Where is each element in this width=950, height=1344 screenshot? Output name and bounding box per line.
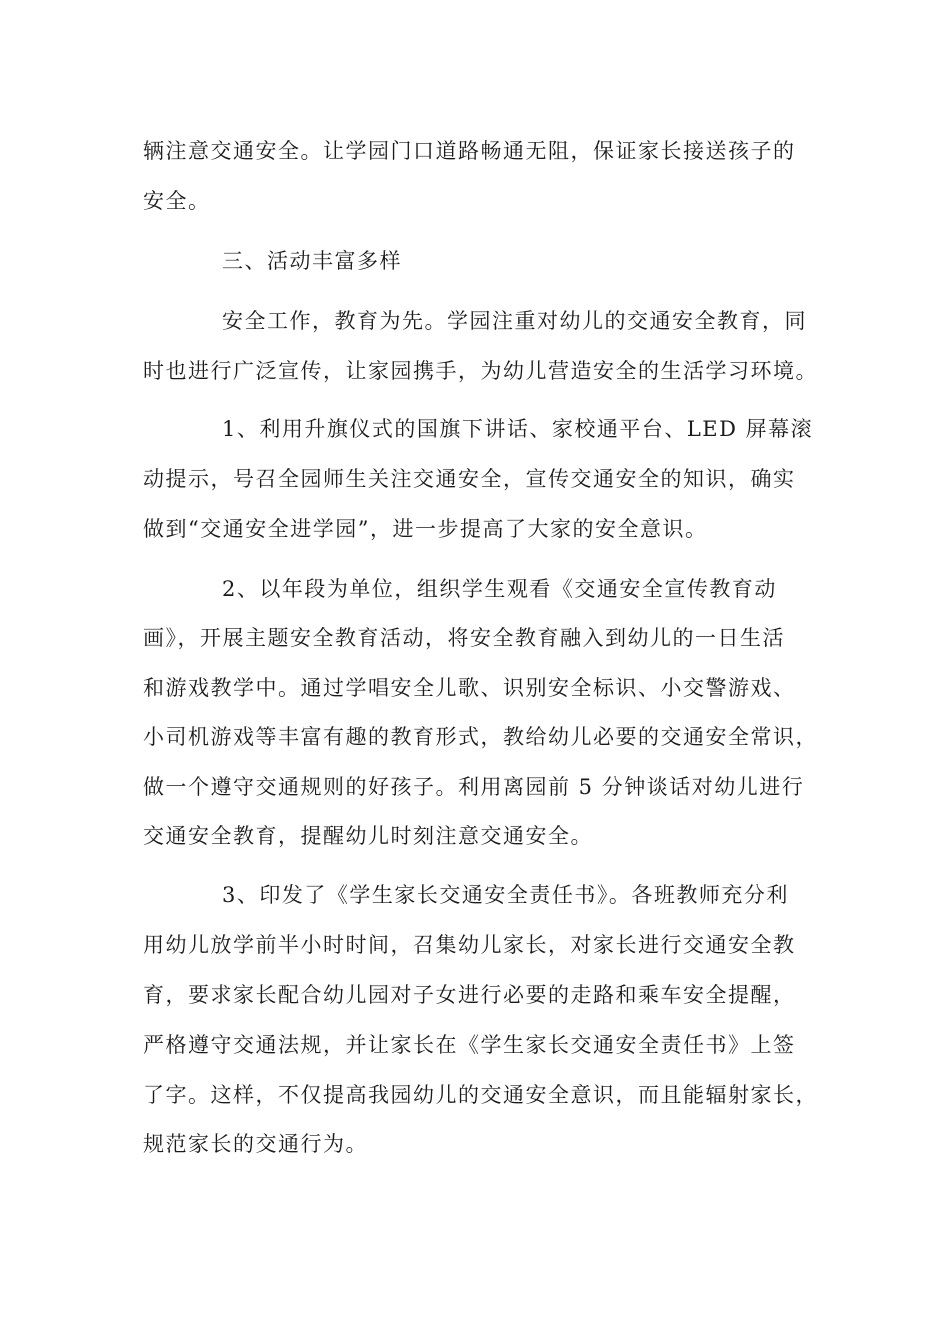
text-line: 画》，开展主题安全教育活动，将安全教育融入到幼儿的一日生活 xyxy=(143,626,785,650)
text-line: 3、印发了《学生家长交通安全责任书》。各班教师充分利 xyxy=(222,883,789,907)
text-line: 动提示，号召全园师生关注交通安全，宣传交通安全的知识，确实 xyxy=(143,467,796,491)
text-line: 做到“交通安全进学园”，进一步提高了大家的安全意识。 xyxy=(143,517,708,541)
text-line: 育，要求家长配合幼儿园对子女进行必要的走路和乘车安全提醒， xyxy=(143,983,796,1007)
text-line: 辆注意交通安全。让学园门口道路畅通无阻，保证家长接送孩子的 xyxy=(143,139,796,163)
text-line: 和游戏教学中。通过学唱安全儿歌、识别安全标识、小交警游戏、 xyxy=(143,676,796,700)
text-line: 2、以年段为单位，组织学生观看《交通安全宣传教育动 xyxy=(222,577,777,601)
section-heading: 三、活动丰富多样 xyxy=(222,249,402,273)
text-line: 做一个遵守交通规则的好孩子。利用离园前 5 分钟谈话对幼儿进行 xyxy=(143,775,805,799)
text-line: 安全工作，教育为先。学园注重对幼儿的交通安全教育，同 xyxy=(222,309,807,333)
text-line: 了字。这样，不仅提高我园幼儿的交通安全意识，而且能辐射家长， xyxy=(143,1083,818,1107)
text-line: 小司机游戏等丰富有趣的教育形式，教给幼儿必要的交通安全常识， xyxy=(143,725,818,749)
text-line: 交通安全教育，提醒幼儿时刻注意交通安全。 xyxy=(143,824,593,848)
text-line: 用幼儿放学前半小时时间，召集幼儿家长，对家长进行交通安全教 xyxy=(143,933,796,957)
text-line: 规范家长的交通行为。 xyxy=(143,1132,368,1156)
text-line: 严格遵守交通法规，并让家长在《学生家长交通安全责任书》上签 xyxy=(143,1033,796,1057)
text-line: 安全。 xyxy=(143,189,211,213)
text-line: 时也进行广泛宣传，让家园携手，为幼儿营造安全的生活学习环境。 xyxy=(143,359,818,383)
text-line: 1、利用升旗仪式的国旗下讲话、家校通平台、LED 屏幕滚 xyxy=(222,417,814,441)
